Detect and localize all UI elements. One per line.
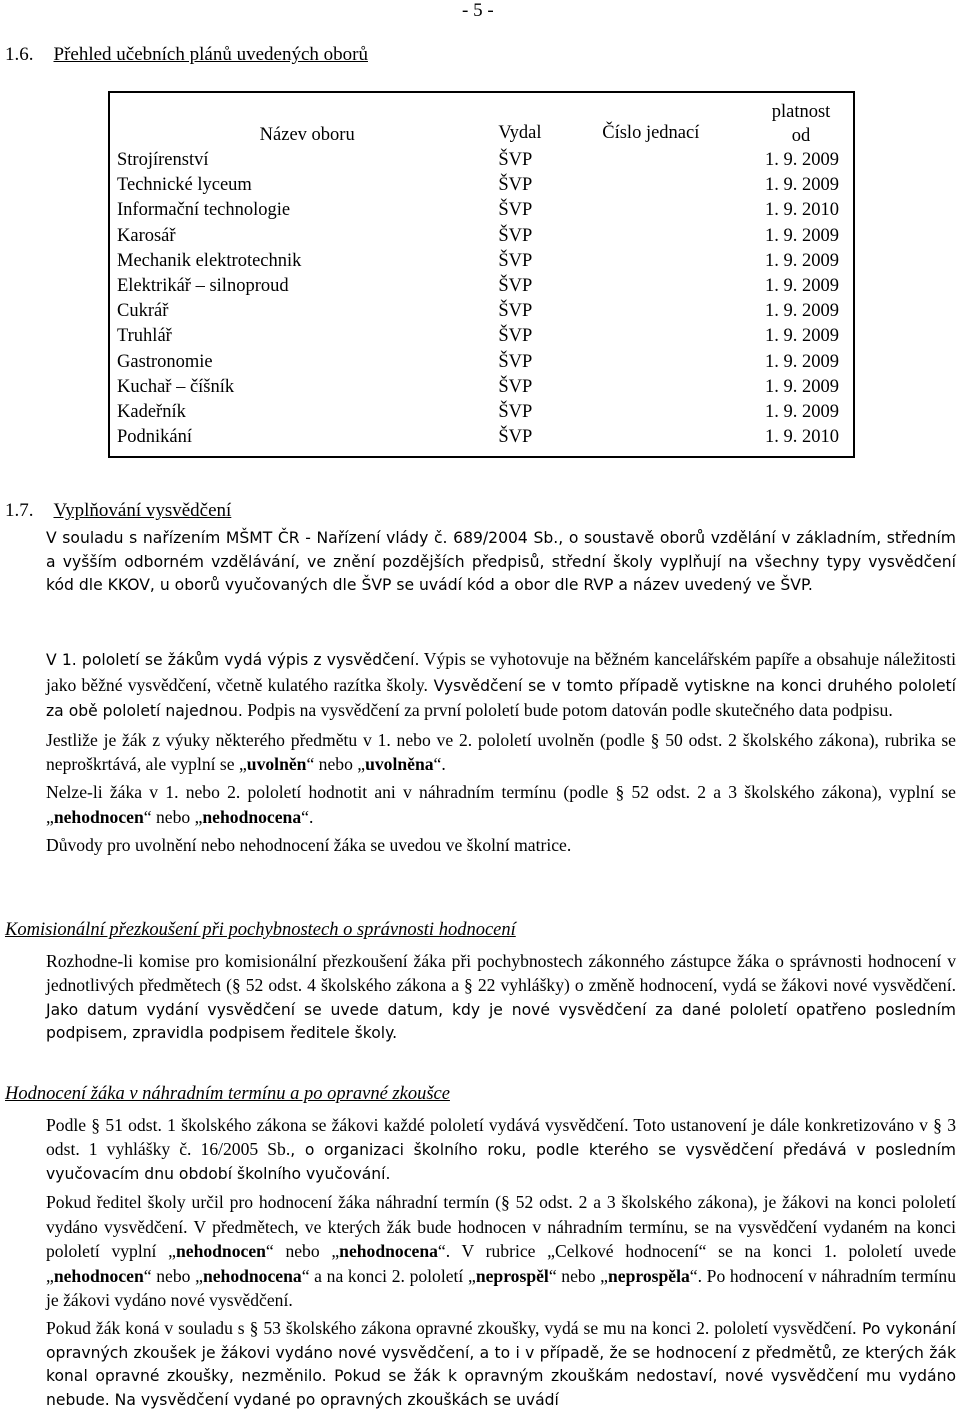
cell-valid-from: 1. 9. 2009 bbox=[765, 276, 839, 297]
paragraph-half-year bbox=[46, 647, 956, 724]
cell-name: Informační technologie bbox=[117, 200, 291, 221]
section-number: 1.7. bbox=[5, 500, 34, 521]
paragraph-text: “ nebo „ bbox=[265, 1241, 340, 1262]
subheading-alternate-term: Hodnocení žáka v náhradním termínu a po opravné zkoušce bbox=[5, 1084, 450, 1104]
paragraph-text: , o soustavě oborů vzdělání v základním, středním a vyšším odborném vzdělávání, ve znění pozdějších předpisů, střední školy vyplňují na všechny typy vysvědčení kód dle KKOV, u oborů vyučovaných dle ŠVP se uvádí kód a obor dle RVP a název uvedený ve ŠVP. bbox=[46, 529, 956, 594]
bold-term: nehodnocen bbox=[53, 806, 144, 827]
cell-valid-from: 1. 9. 2009 bbox=[765, 376, 839, 397]
cell-name: Strojírenství bbox=[117, 150, 209, 170]
cell-name: Technické lyceum bbox=[117, 175, 252, 196]
paragraph-text: Podpis na vysvědčení za první pololetí bude potom datován podle skutečného data podpisu. bbox=[242, 700, 893, 720]
cell-name: Karosář bbox=[117, 225, 176, 246]
header-valid-from-line1: platnost bbox=[771, 102, 831, 122]
cell-name: Cukrář bbox=[117, 301, 169, 322]
report-card-body bbox=[46, 647, 956, 862]
section-heading-1-6 bbox=[5, 44, 368, 66]
bold-term: nehodnocen bbox=[175, 1241, 266, 1262]
cell-ref-no bbox=[595, 274, 749, 299]
cell-name: Truhlář bbox=[117, 326, 172, 347]
cell-valid-from: 1. 9. 2009 bbox=[765, 402, 839, 423]
cell-issued-by: ŠVP bbox=[498, 225, 533, 246]
bold-term: nehodnocena bbox=[339, 1241, 438, 1262]
paragraph-text: Důvody pro uvolnění nebo nehodnocení žáka se uvedou ve školní matrice. bbox=[46, 835, 572, 856]
paragraph-alternate-term bbox=[46, 1190, 956, 1312]
bold-term: neprospěl bbox=[475, 1265, 549, 1286]
paragraph-text: Jako datum vydání vysvědčení se uvede datum, kdy je nové vysvědčení za dané pololetí opatřeno posledním podpisem, zpravidla podpisem ředitele školy. bbox=[46, 1000, 956, 1043]
section-number: 1.6. bbox=[5, 44, 34, 65]
cell-name: Elektrikář – silnoproud bbox=[117, 276, 289, 297]
cell-ref-no bbox=[595, 350, 749, 375]
bold-term: uvolněn bbox=[246, 753, 307, 774]
table-row bbox=[109, 299, 854, 324]
cell-valid-from: 1. 9. 2009 bbox=[765, 301, 839, 322]
bold-term: nehodnocena bbox=[202, 1265, 302, 1286]
paragraph-text: Po vykonání opravných zkoušek je žákovi vydáno nové vysvědčení, a to i v případě, že se hodnocení z předmětů, ze kterých žák konal opravné zkoušky, nezměnilo. Pokud se žák k opravným zkouškám nedostaví, nové vysvědčení mu vydáno nebude. Na vysvědčení vydané po opravných zkouškách se uvádí bbox=[46, 1320, 956, 1409]
cell-issued-by: ŠVP bbox=[498, 276, 533, 297]
cell-issued-by: ŠVP bbox=[498, 175, 533, 196]
subheading-commission: Komisionální přezkoušení při pochybnostech o správnosti hodnocení bbox=[5, 920, 516, 940]
cell-valid-from: 1. 9. 2010 bbox=[765, 200, 839, 221]
paragraph-text: Pokud ředitel školy určil pro hodnocení žáka náhradní termín (§ 52 odst. 2 a 3 školského zákona), je žákovi na konci pololetí vydáno vysvědčení. bbox=[46, 1192, 956, 1237]
table-row bbox=[109, 324, 854, 349]
table-row bbox=[109, 375, 854, 400]
header-name: Název oboru bbox=[259, 124, 355, 145]
header-valid-from bbox=[749, 92, 854, 148]
cell-ref-no bbox=[595, 400, 749, 425]
section-title: Vyplňování vysvědčení bbox=[53, 500, 232, 521]
cell-valid-from: 1. 9. 2009 bbox=[765, 250, 839, 271]
paragraph-text: Nelze-li žáka v 1. nebo 2. pololetí hodnotit ani v náhradním termínu (podle § 52 odst. 2 a 3 školského zákona), vyplní se „ bbox=[46, 782, 956, 827]
cell-name: Mechanik elektrotechnik bbox=[117, 250, 302, 271]
cell-issued-by: ŠVP bbox=[498, 250, 533, 271]
cell-issued-by: ŠVP bbox=[498, 402, 533, 423]
cell-valid-from: 1. 9. 2009 bbox=[765, 326, 839, 347]
section-heading-1-7 bbox=[5, 500, 231, 522]
paragraph-exempt bbox=[46, 728, 956, 777]
table-row bbox=[109, 173, 854, 198]
header-ref-no: Číslo jednací bbox=[602, 122, 700, 143]
paragraph-issuance bbox=[46, 1113, 956, 1186]
bold-term: nehodnocen bbox=[53, 1265, 144, 1286]
cell-ref-no bbox=[595, 148, 749, 173]
cell-ref-no bbox=[595, 299, 749, 324]
table-row bbox=[109, 400, 854, 425]
paragraph-text: “. V rubrice „Celkové hodnocení“ se na konci 1. pololetí uvede „ bbox=[46, 1241, 957, 1286]
legal-reference: V souladu s nařízením MŠMT ČR - Nařízení vlády č. 689/2004 Sb. bbox=[46, 529, 559, 547]
header-valid-from-line2: od bbox=[791, 126, 811, 146]
report-card-paragraph-1 bbox=[46, 527, 956, 598]
cell-issued-by: ŠVP bbox=[498, 200, 533, 221]
table-row bbox=[109, 198, 854, 223]
paragraph-text: Pokud žák koná v souladu s § 53 školského zákona opravné zkoušky, vydá se mu na konci 2. pololetí vysvědčení. bbox=[46, 1318, 857, 1339]
table-row bbox=[109, 350, 854, 375]
cell-name: Kadeřník bbox=[117, 402, 186, 423]
cell-ref-no bbox=[595, 425, 749, 457]
cell-issued-by: ŠVP bbox=[498, 376, 533, 397]
paragraph-text: “ nebo „ bbox=[143, 1265, 203, 1286]
table-row bbox=[109, 425, 854, 457]
table-header-row bbox=[109, 92, 854, 148]
cell-valid-from: 1. 9. 2009 bbox=[765, 175, 839, 196]
cell-name: Podnikání bbox=[117, 427, 193, 448]
cell-valid-from: 1. 9. 2009 bbox=[765, 225, 839, 246]
bold-term: uvolněna bbox=[365, 753, 434, 774]
cell-ref-no bbox=[595, 324, 749, 349]
section-title: Přehled učebních plánů uvedených oborů bbox=[53, 44, 368, 65]
paragraph-text: V 1. pololetí se žákům vydá výpis z vysvědčení. bbox=[46, 651, 420, 669]
cell-ref-no bbox=[595, 198, 749, 223]
table-row bbox=[109, 249, 854, 274]
paragraph-text: Podle § 51 odst. 1 školského zákona se žákovi každé pololetí vydává vysvědčení. Toto ustanovení je dále konkretizováno v § 3 odst. 1 vyhlášky č. 16/2005 Sb. bbox=[46, 1115, 956, 1160]
paragraph-text: “ nebo „ bbox=[143, 806, 203, 827]
cell-issued-by: ŠVP bbox=[498, 150, 533, 170]
cell-name: Gastronomie bbox=[117, 351, 213, 372]
cell-issued-by: ŠVP bbox=[498, 427, 533, 448]
page-number: - 5 - bbox=[462, 0, 494, 21]
table-row bbox=[109, 224, 854, 249]
cell-issued-by: ŠVP bbox=[498, 301, 533, 322]
paragraph-retake-exam bbox=[46, 1316, 956, 1412]
study-plans-table bbox=[108, 91, 855, 458]
bold-term: nehodnocena bbox=[202, 806, 302, 827]
cell-name: Kuchař – číšník bbox=[117, 376, 235, 397]
paragraph-text: “. bbox=[301, 806, 314, 827]
paragraph-text: “. bbox=[433, 753, 446, 774]
cell-ref-no bbox=[595, 375, 749, 400]
cell-ref-no bbox=[595, 249, 749, 274]
paragraph-text: Rozhodne-li komise pro komisionální přezkoušení žáka při pochybnostech zákonného zástupce žáka o správnosti hodnocení v jednotlivých předmětech (§ 52 odst. 4 školského zákona a § 22 vyhlášky) o změně hodnocení, vydá se žákovi nové vysvědčení. bbox=[46, 951, 956, 996]
paragraph-text: “ a na konci 2. pololetí „ bbox=[301, 1265, 476, 1286]
table-row bbox=[109, 148, 854, 173]
paragraph-text: Jestliže je žák z výuky některého předmětu v 1. nebo ve 2. pololetí uvolněn (podle § 50 odst. 2 školského zákona), rubrika se neproškrtává, ale vyplní se „ bbox=[46, 729, 956, 774]
paragraph-text: “ nebo „ bbox=[306, 753, 366, 774]
header-issued-by: Vydal bbox=[498, 122, 542, 143]
bold-term: neprospěla bbox=[607, 1265, 690, 1286]
cell-issued-by: ŠVP bbox=[498, 351, 533, 372]
paragraph-reasons bbox=[46, 833, 956, 857]
paragraph-text: V předmětech, ve kterých žák bude hodnocen v náhradním termínu, se na vysvědčení vydaném na konci pololetí vyplní „ bbox=[46, 1216, 956, 1262]
cell-issued-by: ŠVP bbox=[498, 326, 533, 347]
paragraph-text: Výpis se vyhotovuje na běžném kancelářském papíře a obsahuje náležitosti jako běžné vysvědčení, včetně kulatého razítka školy. bbox=[46, 649, 956, 695]
commission-paragraph bbox=[46, 949, 956, 1046]
cell-ref-no bbox=[595, 224, 749, 249]
cell-valid-from: 1. 9. 2010 bbox=[765, 427, 839, 448]
cell-valid-from: 1. 9. 2009 bbox=[765, 150, 839, 170]
cell-ref-no bbox=[595, 173, 749, 198]
paragraph-text: “ nebo „ bbox=[548, 1265, 608, 1286]
alternate-body bbox=[46, 1113, 956, 1416]
paragraph-text: Vysvědčení se v tomto případě vytiskne na konci druhého pololetí za obě pololetí najednou. bbox=[46, 676, 956, 720]
paragraph-text: “. Po hodnocení v náhradním termínu je žákovi vydáno nové vysvědčení. bbox=[46, 1265, 956, 1311]
paragraph-text: , o organizaci školního roku, podle kterého se vysvědčení předává v posledním vyučovacím dnu období školního vyučování. bbox=[46, 1141, 956, 1183]
table-row bbox=[109, 274, 854, 299]
paragraph-not-evaluated bbox=[46, 780, 956, 829]
cell-valid-from: 1. 9. 2009 bbox=[765, 351, 839, 372]
